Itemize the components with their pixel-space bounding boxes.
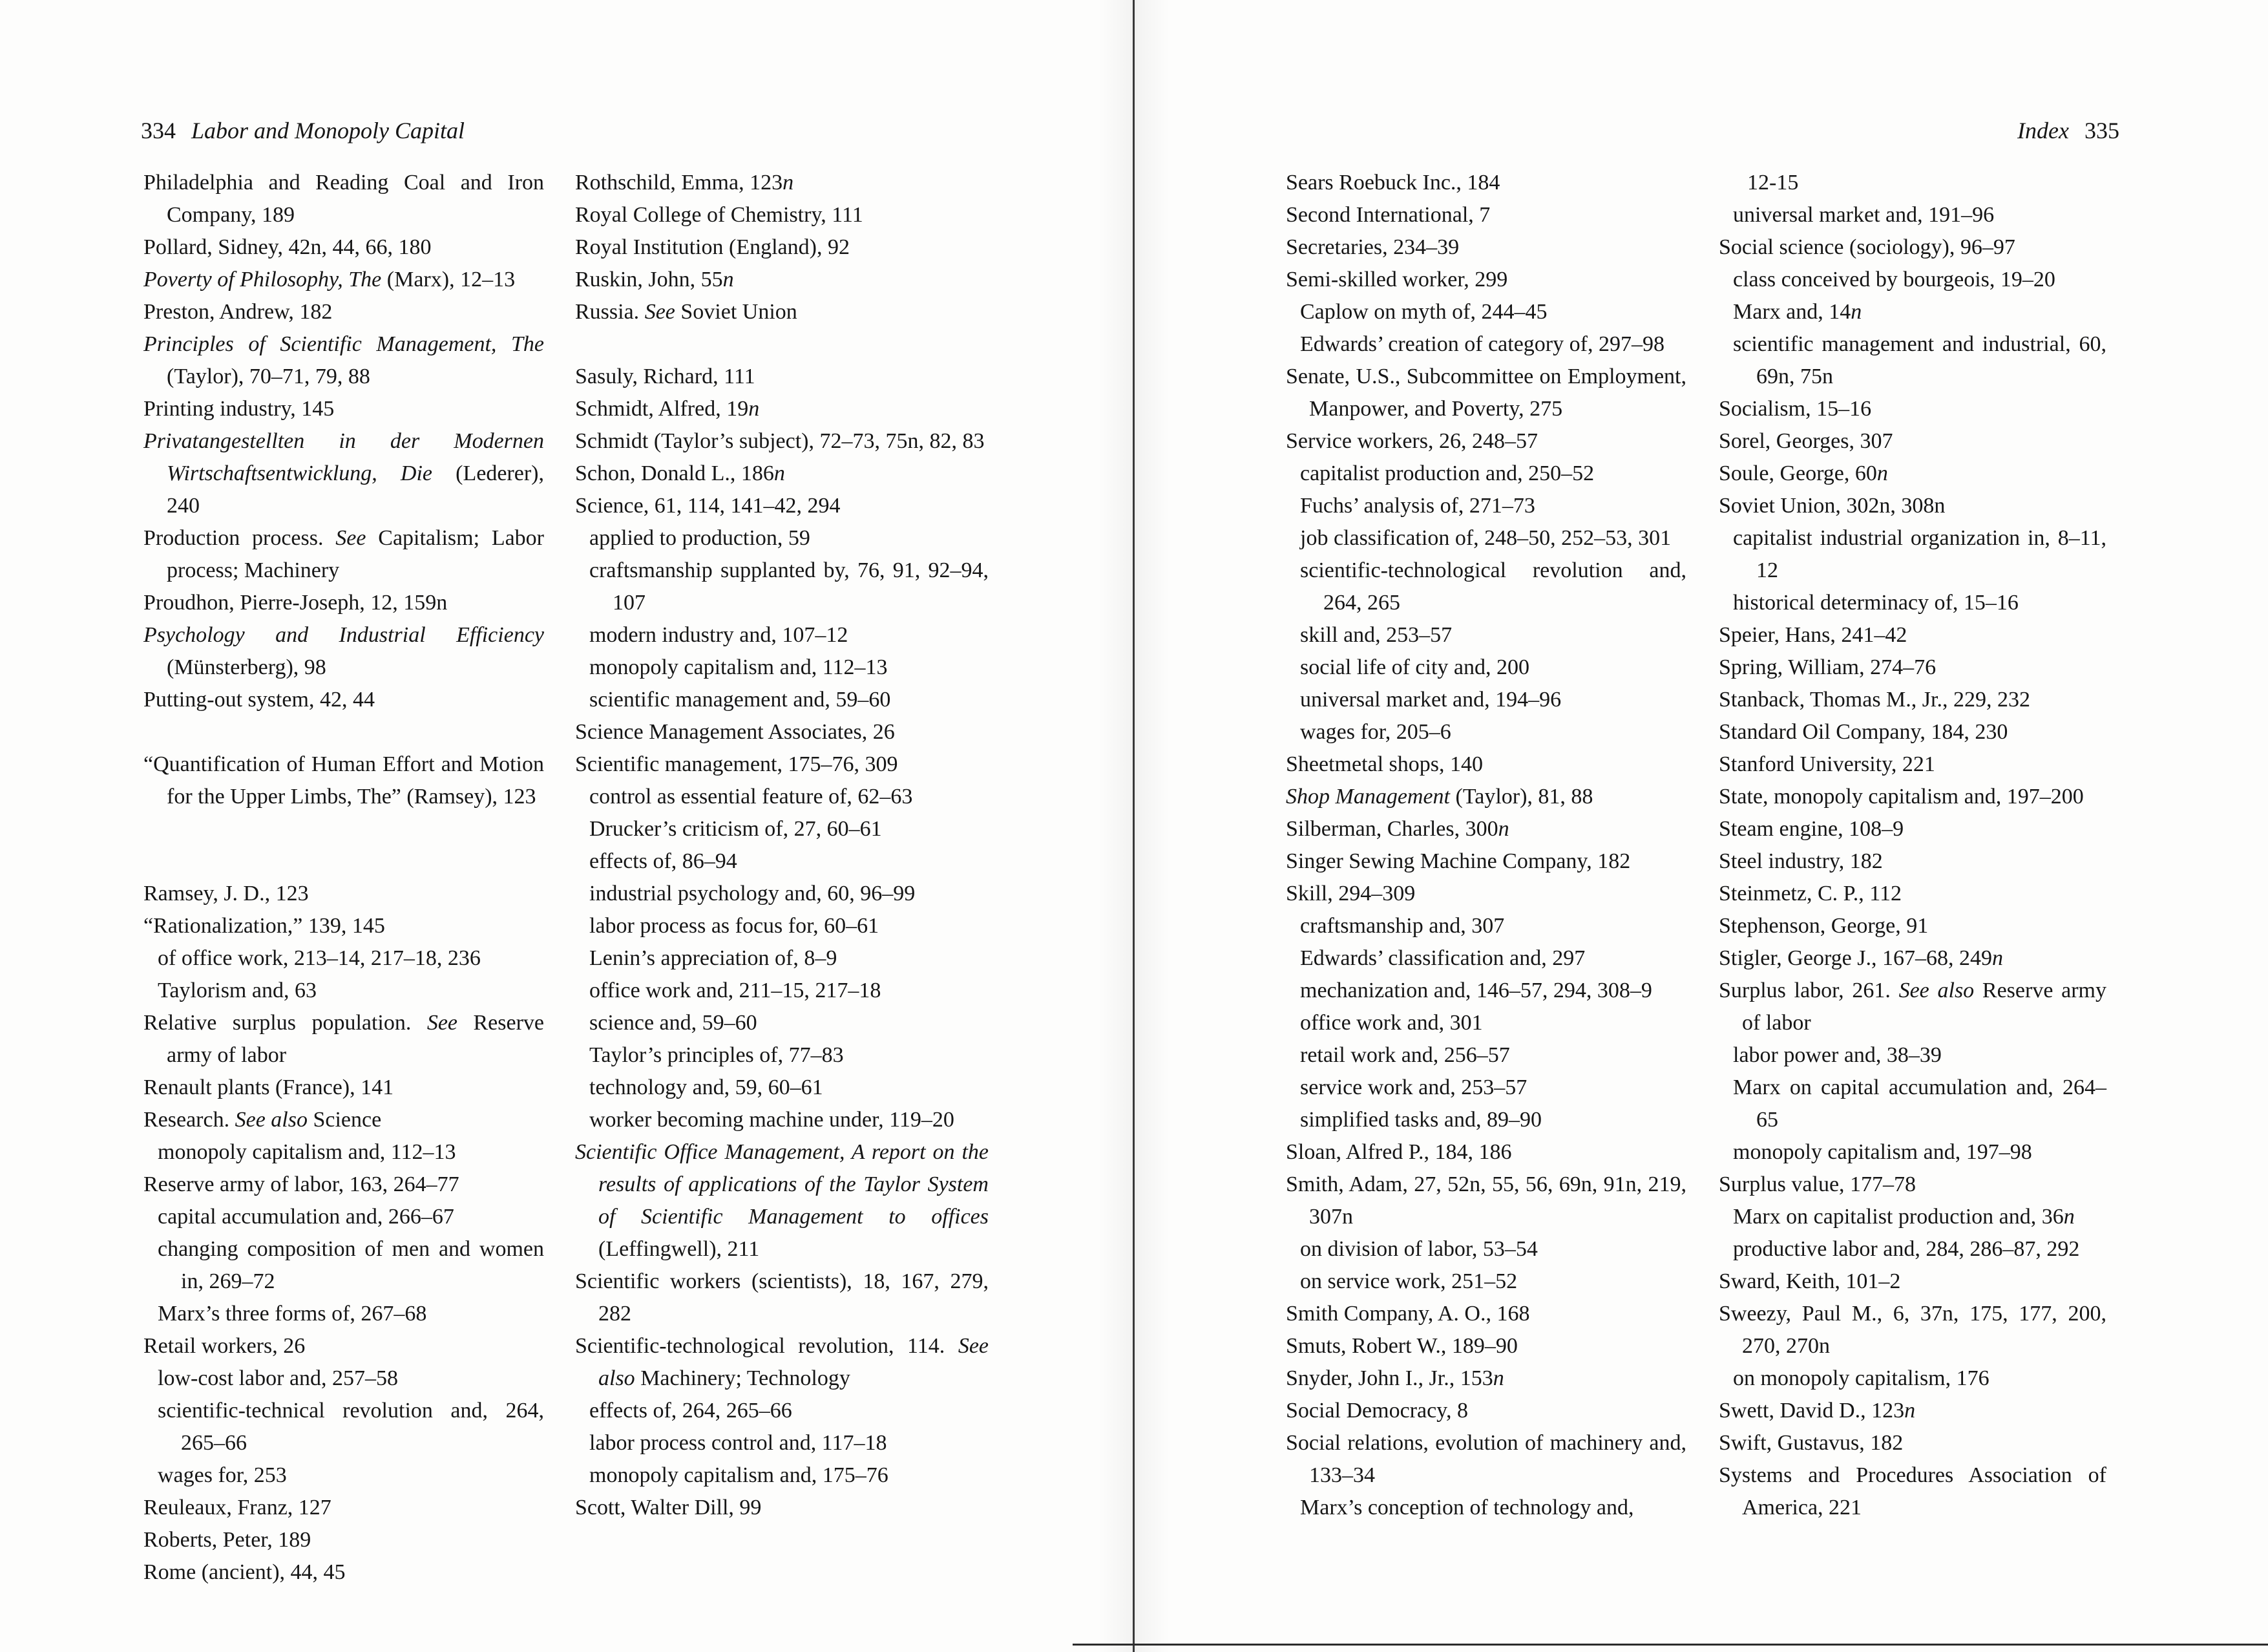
index-subentry: monopoly capitalism and, 112–13 [158,1140,456,1164]
index-entry: Reserve army of labor, 163, 264–77 [143,1172,459,1196]
index-subentry: wages for, 253 [158,1463,287,1487]
index-subentry: monopoly capitalism and, 175–76 [589,1463,888,1487]
index-entry: Stanback, Thomas M., Jr., 229, 232 [1719,688,2030,712]
index-entry: Spring, William, 274–76 [1719,655,1937,679]
index-entry: Schmidt (Taylor’s subject), 72–73, 75n, 82, 83 [575,429,985,453]
index-entry [1719,458,2106,490]
index-subentry: changing composition of men and women in, 269–72 [158,1237,544,1293]
entry-text: Research. [143,1108,235,1132]
entry-text: Soule, George, 60 [1719,461,1877,485]
index-subentry: universal market and, 191–96 [1733,203,1995,227]
index-entry: Social science (sociology), 96–97 [1719,235,2015,259]
index-entry [1286,813,1686,845]
index-entry: Stanford University, 221 [1719,752,1935,776]
index-subentry: capitalist industrial organization in, 8–11, 12 [1733,526,2106,582]
index-entry: Printing industry, 145 [143,397,335,421]
index-entry: Roberts, Peter, 189 [143,1528,311,1552]
index-entry [575,393,989,425]
entry-text: Silberman, Charles, 300 [1286,817,1498,841]
entry-text: Science [307,1108,382,1132]
index-subentry: science and, 59–60 [589,1011,757,1035]
index-subentry: class conceived by bourgeois, 19–20 [1733,268,2055,291]
index-subentry: on service work, 251–52 [1300,1269,1518,1293]
index-subentry: labor process control and, 117–18 [589,1431,887,1455]
index-entry: Swift, Gustavus, 182 [1719,1431,1904,1455]
index-entry [143,1007,544,1072]
index-entry: Proudhon, Pierre-Joseph, 12, 159n [143,591,448,615]
index-subentry: historical determinacy of, 15–16 [1733,591,2019,615]
index-entry: Secretaries, 234–39 [1286,235,1460,259]
entry-text: Snyder, John I., Jr., 153 [1286,1366,1493,1390]
entry-italic-text: See [426,1011,458,1035]
index-entry: Social Democracy, 8 [1286,1399,1468,1423]
index-entry [1719,942,2106,975]
index-entry: Speier, Hans, 241–42 [1719,623,1907,647]
index-subentry: Caplow on myth of, 244–45 [1300,300,1548,324]
entry-text: Marx and, 14 [1733,300,1851,324]
index-entry: Standard Oil Company, 184, 230 [1719,720,2008,744]
index-subentry [1719,296,2106,328]
entry-text: (Taylor), 81, 88 [1450,785,1593,809]
entry-italic-text: n [1498,817,1509,841]
index-subentry: effects of, 264, 265–66 [589,1399,792,1423]
entry-italic-text: n [722,268,734,291]
entry-text: Production process. [143,526,336,550]
index-subentry: Fuchs’ analysis of, 271–73 [1300,494,1535,518]
entry-italic-text: Psychology and Industrial Efficiency [143,623,544,647]
index-entry [575,296,989,328]
entry-italic-text: n [748,397,760,421]
entry-italic-text: See [644,300,675,324]
entry-italic-text: n [1876,461,1888,485]
index-subentry: office work and, 301 [1300,1011,1483,1035]
entry-text: (Leffingwell), 211 [598,1237,760,1261]
index-subentry: control as essential feature of, 62–63 [589,785,913,809]
index-subentry: capitalist production and, 250–52 [1300,461,1595,485]
index-entry: Stephenson, George, 91 [1719,914,1929,938]
right-page-header [2017,116,2119,145]
index-entry: Scientific workers (scientists), 18, 167, 279, 282 [575,1269,989,1326]
entry-italic-text: Shop Management [1286,785,1451,809]
index-entry [1286,781,1686,813]
index-entry: Steam engine, 108–9 [1719,817,1904,841]
entry-italic-text: n [1991,946,2003,970]
entry-italic-text: n [782,171,794,195]
index-column-1 [143,167,544,1589]
index-entry: State, monopoly capitalism and, 197–200 [1719,785,2084,809]
entry-italic-text: n [1904,1399,1916,1423]
entry-text: Russia. [575,300,645,324]
entry-text: Schmidt, Alfred, 19 [575,397,749,421]
index-entry: Pollard, Sidney, 42n, 44, 66, 180 [143,235,432,259]
index-entry: Social relations, evolution of machinery and, 133–34 [1286,1431,1686,1487]
index-subentry: Lenin’s appreciation of, 8–9 [589,946,837,970]
index-entry: Sloan, Alfred P., 184, 186 [1286,1140,1512,1164]
index-subentry [1719,1201,2106,1233]
index-entry: Scott, Walter Dill, 99 [575,1496,762,1520]
entry-italic-text: See also [1898,979,1975,1002]
page-edge-line [1073,1644,2268,1646]
index-entry: Surplus value, 177–78 [1719,1172,1916,1196]
entry-text: Scientific-technological revolution, 114. [575,1334,958,1358]
index-entry: Sears Roebuck Inc., 184 [1286,171,1500,195]
index-entry [143,264,544,296]
blank-line [575,328,989,361]
entry-text: Soviet Union [675,300,797,324]
index-entry: Philadelphia and Reading Coal and Iron Company, 189 [143,171,544,227]
index-subentry: on monopoly capitalism, 176 [1733,1366,1990,1390]
index-subentry: modern industry and, 107–12 [589,623,848,647]
entry-text: Reserve army of labor [167,1011,544,1067]
index-entry: Science Management Associates, 26 [575,720,895,744]
index-subentry: wages for, 205–6 [1300,720,1451,744]
entry-italic-text: See [335,526,366,550]
index-entry: Senate, U.S., Subcommittee on Employment, Manpower, and Poverty, 275 [1286,365,1686,421]
index-subentry: Marx’s three forms of, 267–68 [158,1302,427,1326]
index-entry: Semi-skilled worker, 299 [1286,268,1508,291]
entry-italic-text: Poverty of Philosophy, The [143,268,382,291]
index-subentry: craftsmanship and, 307 [1300,914,1505,938]
entry-text: Rothschild, Emma, 123 [575,171,783,195]
index-entry [1719,975,2106,1039]
index-entry: Royal College of Chemistry, 111 [575,203,863,227]
index-entry: “Quantification of Human Effort and Motion for the Upper Limbs, The” (Ramsey), 123 [143,752,544,809]
index-entry: Smuts, Robert W., 189–90 [1286,1334,1518,1358]
index-entry [1286,1362,1686,1395]
index-entry: Royal Institution (England), 92 [575,235,850,259]
entry-text: (Marx), 12–13 [381,268,516,291]
index-subentry: labor power and, 38–39 [1733,1043,1942,1067]
index-subentry: labor process as focus for, 60–61 [589,914,879,938]
index-subentry: 12-15 [1747,171,1799,195]
index-subentry: Marx’s conception of technology and, [1300,1496,1634,1520]
index-subentry: mechanization and, 146–57, 294, 308–9 [1300,979,1652,1002]
index-subentry: simplified tasks and, 89–90 [1300,1108,1542,1132]
entry-italic-text: n [1493,1366,1504,1390]
index-subentry: applied to production, 59 [589,526,810,550]
index-entry [575,264,989,296]
index-entry [575,458,989,490]
index-column-2 [575,167,989,1524]
index-subentry: office work and, 211–15, 217–18 [589,979,881,1002]
index-entry: Scientific management, 175–76, 309 [575,752,898,776]
index-entry: Smith, Adam, 27, 52n, 55, 56, 69n, 91n, 219, 307n [1286,1172,1686,1229]
index-subentry: productive labor and, 284, 286–87, 292 [1733,1237,2080,1261]
index-subentry: scientific-technological revolution and, 264, 265 [1300,558,1686,615]
index-subentry: service work and, 253–57 [1300,1075,1528,1099]
index-entry [575,1136,989,1265]
index-subentry: social life of city and, 200 [1300,655,1530,679]
index-entry: Second International, 7 [1286,203,1491,227]
index-entry [575,167,989,199]
entry-italic-text: n [773,461,785,485]
entry-text: Swett, David D., 123 [1719,1399,1905,1423]
entry-text: (Münsterberg), 98 [167,655,326,679]
index-entry: “Rationalization,” 139, 145 [143,914,385,938]
index-entry: Soviet Union, 302n, 308n [1719,494,1946,518]
entry-text: Machinery; Technology [635,1366,850,1390]
index-subentry: Edwards’ creation of category of, 297–98 [1300,332,1664,356]
index-subentry: technology and, 59, 60–61 [589,1075,823,1099]
entry-text: Ruskin, John, 55 [575,268,723,291]
index-entry: Reuleaux, Franz, 127 [143,1496,331,1520]
entry-text: (Taylor), 70–71, 79, 88 [167,365,370,388]
index-entry: Sheetmetal shops, 140 [1286,752,1484,776]
book-gutter [1133,0,1135,1652]
index-entry [143,522,544,587]
index-entry [143,425,544,522]
index-entry: Singer Sewing Machine Company, 182 [1286,849,1631,873]
index-entry [143,619,544,684]
index-subentry: scientific-technical revolution and, 264, 265–66 [158,1399,544,1455]
index-subentry: capital accumulation and, 266–67 [158,1205,454,1229]
index-subentry: scientific management and, 59–60 [589,688,891,712]
index-entry: Putting-out system, 42, 44 [143,688,375,712]
index-subentry: job classification of, 248–50, 252–53, 301 [1300,526,1672,550]
index-subentry: Drucker’s criticism of, 27, 60–61 [589,817,882,841]
entry-text: Schon, Donald L., 186 [575,461,774,485]
index-entry: Smith Company, A. O., 168 [1286,1302,1530,1326]
index-entry: Retail workers, 26 [143,1334,306,1358]
left-running-title: Labor and Monopoly Capital [191,118,465,143]
index-subentry: scientific management and industrial, 60, 69n, 75n [1733,332,2106,388]
index-subentry: monopoly capitalism and, 112–13 [589,655,888,679]
entry-text: Marx on capitalist production and, 36 [1733,1205,2064,1229]
index-subentry: low-cost labor and, 257–58 [158,1366,399,1390]
index-subentry: industrial psychology and, 60, 96–99 [589,882,916,905]
index-subentry: worker becoming machine under, 119–20 [589,1108,954,1132]
index-entry: Service workers, 26, 248–57 [1286,429,1538,453]
blank-line [143,813,544,845]
index-entry: Skill, 294–309 [1286,882,1416,905]
index-entry: Ramsey, J. D., 123 [143,882,309,905]
index-entry: Renault plants (France), 141 [143,1075,394,1099]
index-entry: Steel industry, 182 [1719,849,1883,873]
index-entry: Sorel, Georges, 307 [1719,429,1893,453]
index-subentry: effects of, 86–94 [589,849,737,873]
index-subentry: Taylor’s principles of, 77–83 [589,1043,844,1067]
right-page-number: 335 [2084,118,2119,143]
left-page-header [141,116,465,145]
index-entry [143,328,544,393]
entry-text: Stigler, George J., 167–68, 249 [1719,946,1992,970]
entry-italic-text: n [2063,1205,2075,1229]
index-subentry: universal market and, 194–96 [1300,688,1562,712]
entry-text: Reserve army of labor [1742,979,2106,1035]
entry-italic-text: Scientific Office Management, A report on the results of applications of the Taylor System of Scientific Management to offices [575,1140,989,1229]
index-entry: Sweezy, Paul M., 6, 37n, 175, 177, 200, 270, 270n [1719,1302,2106,1358]
entry-italic-text: See also [598,1334,989,1390]
entry-italic-text: n [1851,300,1862,324]
index-subentry: monopoly capitalism and, 197–98 [1733,1140,2032,1164]
index-entry: Steinmetz, C. P., 112 [1719,882,1902,905]
index-subentry: craftsmanship supplanted by, 76, 91, 92–94, 107 [589,558,989,615]
index-entry: Sward, Keith, 101–2 [1719,1269,1901,1293]
index-subentry: Marx on capital accumulation and, 264–65 [1733,1075,2106,1132]
index-entry [1719,1395,2106,1427]
index-entry: Preston, Andrew, 182 [143,300,333,324]
blank-line [143,845,544,878]
index-subentry: skill and, 253–57 [1300,623,1453,647]
entry-italic-text: Privatangestellten in der Modernen Wirtschaftsentwicklung, Die [143,429,544,485]
right-running-title: Index [2017,118,2069,143]
index-subentry: on division of labor, 53–54 [1300,1237,1538,1261]
left-page-number: 334 [141,118,176,143]
index-subentry: of office work, 213–14, 217–18, 236 [158,946,481,970]
index-entry [143,1104,544,1136]
entry-italic-text: Principles of Scientific Management, The [143,332,544,356]
index-entry: Sasuly, Richard, 111 [575,365,755,388]
entry-text: Surplus labor, 261. [1719,979,1899,1002]
index-subentry: Edwards’ classification and, 297 [1300,946,1586,970]
entry-italic-text: See also [235,1108,308,1132]
entry-text: Capitalism; Labor process; Machinery [167,526,545,582]
index-subentry: retail work and, 256–57 [1300,1043,1510,1067]
index-entry: Rome (ancient), 44, 45 [143,1560,346,1584]
entry-text: (Lederer), 240 [167,461,544,518]
entry-text: Relative surplus population. [143,1011,427,1035]
index-subentry: Taylorism and, 63 [158,979,317,1002]
index-entry: Systems and Procedures Association of America, 221 [1719,1463,2106,1520]
index-column-3 [1286,167,1686,1524]
blank-line [143,716,544,748]
index-column-4 [1719,167,2106,1524]
index-entry [575,1330,989,1395]
index-entry: Science, 61, 114, 141–42, 294 [575,494,841,518]
index-entry: Socialism, 15–16 [1719,397,1872,421]
